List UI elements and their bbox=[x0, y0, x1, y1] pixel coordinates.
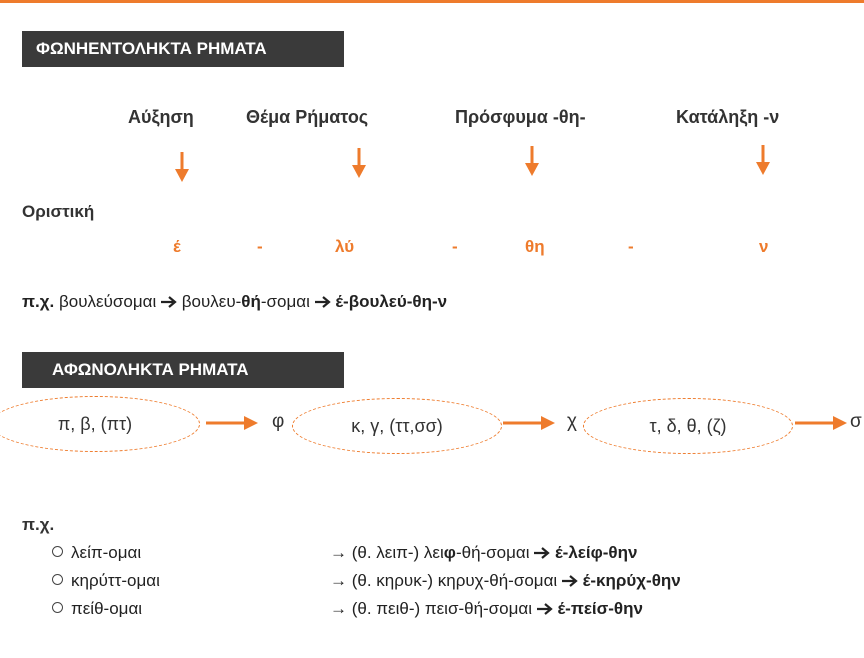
circle-bullet-icon bbox=[52, 546, 63, 557]
list-item-derivation bbox=[330, 599, 643, 619]
circle-bullet-icon bbox=[52, 574, 63, 585]
right-arrow-icon bbox=[503, 416, 555, 430]
section-title-consonant-verbs: ΑΦΩΝΟΛΗΚΤΑ ΡΗΜΑΤΑ bbox=[22, 352, 344, 388]
example-word-2-bold: θή bbox=[241, 292, 261, 311]
part-augment: έ bbox=[173, 237, 181, 256]
separator: - bbox=[257, 237, 263, 256]
bold-right-arrow-icon bbox=[537, 603, 553, 615]
example-result: έ-λείφ-θην bbox=[555, 543, 638, 562]
bold-right-arrow-icon bbox=[315, 296, 331, 308]
right-arrow-icon bbox=[206, 416, 258, 430]
example-word-2-pre: βουλευ- bbox=[181, 292, 242, 311]
example-label: π.χ. bbox=[22, 292, 55, 311]
separator: - bbox=[452, 237, 458, 256]
part-ending: ν bbox=[759, 237, 769, 256]
column-head-augment: Αύξηση bbox=[128, 107, 194, 127]
down-arrow-icon bbox=[175, 152, 189, 182]
list-item bbox=[52, 543, 141, 563]
down-arrow-icon bbox=[756, 145, 770, 175]
example-verb: λείπ-ομαι bbox=[71, 543, 142, 562]
example-stem: → (θ. λειπ-) λει bbox=[330, 543, 444, 562]
example-rest: -θή-σομαι bbox=[455, 543, 530, 562]
column-head-verb-stem: Θέμα Ρήματος bbox=[246, 107, 369, 127]
example-result: έ-κηρύχ-θην bbox=[582, 571, 681, 590]
example-word-3: έ-βουλεύ-θη-ν bbox=[335, 292, 448, 311]
list-item bbox=[52, 599, 142, 619]
column-head-ending: Κατάληξη -ν bbox=[676, 107, 780, 127]
part-stem: λύ bbox=[335, 237, 355, 256]
result-sigma: σ bbox=[850, 411, 862, 432]
example-stem: → (θ. πειθ-) πεισ bbox=[330, 599, 459, 618]
separator: - bbox=[628, 237, 634, 256]
column-head-suffix: Πρόσφυμα -θη- bbox=[455, 107, 586, 127]
result-phi: φ bbox=[272, 411, 285, 432]
example-verb: πείθ-ομαι bbox=[71, 599, 143, 618]
part-suffix: θη bbox=[525, 237, 545, 256]
example-rest: -θή-σομαι bbox=[483, 571, 558, 590]
example-word-2-post: -σομαι bbox=[260, 292, 310, 311]
list-item-derivation bbox=[330, 543, 637, 563]
example-line bbox=[22, 292, 447, 312]
result-chi: χ bbox=[567, 411, 577, 432]
example-word-1: βουλεύσομαι bbox=[58, 292, 157, 311]
indicative-label: Οριστική bbox=[22, 202, 95, 221]
consonants-labial: π, β, (πτ) bbox=[57, 413, 133, 434]
top-accent-line bbox=[0, 0, 864, 3]
consonant-group-dental bbox=[583, 398, 793, 454]
down-arrow-icon bbox=[352, 148, 366, 178]
bold-right-arrow-icon bbox=[534, 547, 550, 559]
example-stem-bold: φ bbox=[443, 543, 456, 562]
section-title-vowel-verbs: ΦΩΝΗΕΝΤΟΛΗΚΤΑ ΡΗΜΑΤΑ bbox=[22, 31, 344, 67]
consonant-group-labial bbox=[0, 396, 200, 452]
example-stem: → (θ. κηρυκ-) κηρυχ bbox=[330, 571, 484, 590]
bold-right-arrow-icon bbox=[161, 296, 177, 308]
consonants-velar: κ, γ, (ττ,σσ) bbox=[351, 415, 443, 436]
example-result: έ-πείσ-θην bbox=[557, 599, 643, 618]
consonants-dental: τ, δ, θ, (ζ) bbox=[649, 415, 727, 436]
circle-bullet-icon bbox=[52, 602, 63, 613]
consonant-group-velar bbox=[292, 398, 502, 454]
example-rest: -θή-σομαι bbox=[458, 599, 533, 618]
list-item-derivation bbox=[330, 571, 681, 591]
example-verb: κηρύττ-ομαι bbox=[71, 571, 160, 590]
right-arrow-icon bbox=[795, 416, 847, 430]
down-arrow-icon bbox=[525, 146, 539, 176]
bold-right-arrow-icon bbox=[562, 575, 578, 587]
examples-label: π.χ. bbox=[22, 515, 55, 534]
list-item bbox=[52, 571, 160, 591]
